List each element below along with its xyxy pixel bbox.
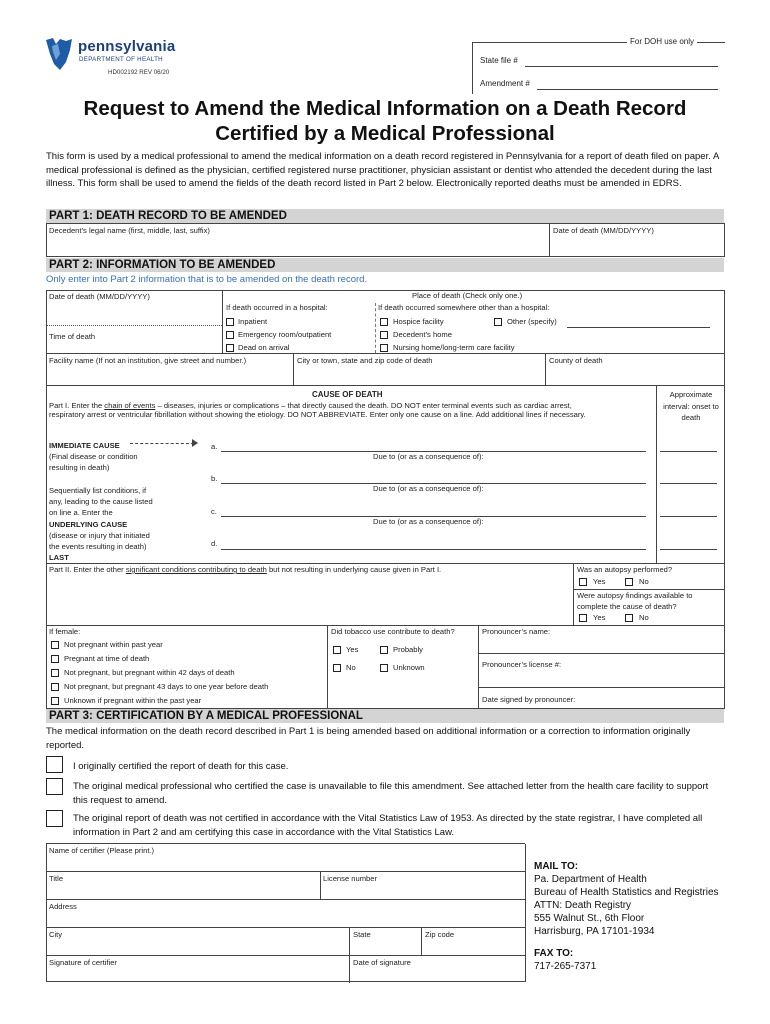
doh-use-label: For DOH use only <box>627 37 697 46</box>
arrow-icon <box>192 439 198 447</box>
tobacco-unknown-label: Unknown <box>393 663 425 672</box>
female-option-1-label: Not pregnant within past year <box>64 640 163 649</box>
place-of-death-label: Place of death (Check only one.) <box>412 291 523 300</box>
er-checkbox[interactable] <box>226 331 234 339</box>
cert-option-2-label: The original medical professional who certified the case is unavailable to file this amendment. See attached letter from the health care facility to support this request to amend. <box>73 781 709 806</box>
elsewhere-label: If death occurred somewhere other than a hospital: <box>378 303 550 312</box>
department-label: DEPARTMENT OF HEALTH <box>79 56 163 63</box>
line-b-letter: b. <box>211 474 218 483</box>
inpatient-checkbox[interactable] <box>226 318 234 326</box>
decedent-name-field[interactable]: Decedent’s legal name (first, middle, last, suffix) <box>49 226 210 235</box>
tobacco-label: Did tobacco use contribute to death? <box>331 627 455 636</box>
line-a-letter: a. <box>211 442 218 451</box>
female-option-3-label: Not pregnant, but pregnant within 42 days of death <box>64 668 235 677</box>
findings-no-checkbox[interactable] <box>625 614 633 622</box>
tobacco-no-checkbox[interactable] <box>333 664 341 672</box>
part3-heading: PART 3: CERTIFICATION BY A MEDICAL PROFESSIONAL <box>46 709 724 723</box>
cause-heading: CAUSE OF DEATH <box>312 390 383 399</box>
fax-heading: FAX TO: <box>534 948 574 959</box>
hospice-label: Hospice facility <box>393 317 444 326</box>
underlying-cause-block: Sequentially list conditions, if any, leading to the cause listed on line a. Enter the UNDERLYING CAUSE (disease or injury that initiated the events resulting in death) LAST <box>49 486 153 563</box>
page-title <box>0 96 770 146</box>
line-d-letter: d. <box>211 539 218 548</box>
female-option-5-checkbox[interactable] <box>51 697 59 705</box>
line-c-letter: c. <box>211 507 217 516</box>
interval-c-field[interactable] <box>660 516 717 517</box>
mail-to-heading: MAIL TO: <box>534 861 579 872</box>
date-of-signature-field[interactable]: Date of signature <box>353 958 411 967</box>
doh-use-box <box>472 37 725 94</box>
state-file-label: State file # <box>480 56 518 65</box>
autopsy-question: Was an autopsy performed? <box>577 565 673 574</box>
signature-field[interactable]: Signature of certifier <box>49 958 117 967</box>
er-label: Emergency room/outpatient <box>238 330 332 339</box>
amendment-label: Amendment # <box>480 79 530 88</box>
female-option-3-checkbox[interactable] <box>51 669 59 677</box>
part3-intro: The medical information on the death record described in Part 1 is being amended based on additional information or a correction to information originally reported. <box>46 726 691 751</box>
state-field[interactable]: State <box>353 930 371 939</box>
county-field[interactable]: County of death <box>549 356 603 365</box>
autopsy-no-checkbox[interactable] <box>625 578 633 586</box>
zip-code-field[interactable]: Zip code <box>425 930 455 939</box>
title-field[interactable]: Title <box>49 874 64 883</box>
part2-conditions-instructions: Part II. Enter the other significant conditions contributing to death but not resulting in underlying cause given in Part I. <box>49 565 442 574</box>
doa-label: Dead on arrival <box>238 343 290 352</box>
tobacco-unknown-checkbox[interactable] <box>380 664 388 672</box>
cert-option-3-checkbox[interactable] <box>46 810 63 827</box>
interval-label: Approximate interval: onset to death <box>663 390 719 422</box>
tobacco-yes-checkbox[interactable] <box>333 646 341 654</box>
title-line-2: Certified by a Medical Professional <box>215 122 555 145</box>
certifier-name-field[interactable]: Name of certifier (Please print.) <box>49 846 155 855</box>
female-option-4-label: Not pregnant, but pregnant 43 days to one year before death <box>64 682 269 691</box>
mail-line-4: 555 Walnut St., 6th Floor <box>534 913 645 924</box>
facility-field[interactable]: Facility name (If not an institution, give street and number.) <box>49 356 247 365</box>
female-option-1-checkbox[interactable] <box>51 641 59 649</box>
home-label: Decedent’s home <box>393 330 452 339</box>
autopsy-yes-label: Yes <box>593 577 606 586</box>
p2-dod-field[interactable]: Date of death (MM/DD/YYYY) <box>49 292 150 301</box>
logo-text: pennsylvania <box>78 38 176 55</box>
interval-b-field[interactable] <box>660 483 717 484</box>
immediate-cause-block: IMMEDIATE CAUSE (Final disease or condition resulting in death) <box>49 441 138 473</box>
date-signed-field[interactable]: Date signed by pronouncer: <box>482 695 576 704</box>
interval-a-field[interactable] <box>660 451 717 452</box>
female-option-2-checkbox[interactable] <box>51 655 59 663</box>
female-option-5-label: Unknown if pregnant within the past year <box>64 696 202 705</box>
cert-option-2-checkbox[interactable] <box>46 778 63 795</box>
female-option-4-checkbox[interactable] <box>51 683 59 691</box>
interval-d-field[interactable] <box>660 549 717 550</box>
mail-line-1: Pa. Department of Health <box>534 874 647 885</box>
home-checkbox[interactable] <box>380 331 388 339</box>
tobacco-yes-label: Yes <box>346 645 359 654</box>
female-option-2-label: Pregnant at time of death <box>64 654 150 663</box>
part2-note: Only enter into Part 2 information that is to be amended on the death record. <box>46 274 368 285</box>
part1-instructions: Part I. Enter the chain of events – diseases, injuries or complications – that directly caused the death. DO NOT enter terminal events such as cardiac arrest, respiratory arrest or ventricular fibrillation without showing the etiology. DO NOT ABBREVIATE. Enter only one cause on a line. Add additional lines if necessary. <box>49 401 586 419</box>
city-state-zip-field[interactable]: City or town, state and zip code of death <box>297 356 433 365</box>
hospital-label: If death occurred in a hospital: <box>226 303 328 312</box>
certifier-table <box>46 843 525 982</box>
fax-number: 717-265-7371 <box>534 961 597 972</box>
other-label: Other (specify) <box>507 317 557 326</box>
mail-to-block <box>534 860 734 973</box>
due-to-2: Due to (or as a consequence of): <box>373 484 484 493</box>
autopsy-no-label: No <box>639 577 649 586</box>
keystone-icon <box>44 36 74 72</box>
autopsy-findings-question: Were autopsy findings available to complete the cause of death? <box>577 591 693 611</box>
doa-checkbox[interactable] <box>226 344 234 352</box>
hospice-checkbox[interactable] <box>380 318 388 326</box>
cert-option-1-label: I originally certified the report of death for this case. <box>73 761 289 772</box>
mail-line-5: Harrisburg, PA 17101-1934 <box>534 926 655 937</box>
nursing-label: Nursing home/long-term care facility <box>393 343 515 352</box>
pronouncer-name-field[interactable]: Pronouncer’s name: <box>482 627 551 636</box>
form-id: HD002192 REV 06/20 <box>108 69 170 76</box>
autopsy-yes-checkbox[interactable] <box>579 578 587 586</box>
nursing-checkbox[interactable] <box>380 344 388 352</box>
time-of-death-field[interactable]: Time of death <box>49 332 96 341</box>
mail-line-2: Bureau of Health Statistics and Registries <box>534 887 719 898</box>
tobacco-probably-checkbox[interactable] <box>380 646 388 654</box>
cert-option-1-checkbox[interactable] <box>46 756 63 773</box>
intro-text: This form is used by a medical professional to amend the medical information on a death record registered in Pennsylvania for a report of death filed on paper. A medical professional is defined as the physician, certified registered nurse practitioner, physician assistant or dentist who attended the decedent during the last illness. This form shall be used to amend the fields of the death record listed in Part 2 below. Electronically reported deaths must be amended in EDRS. <box>46 151 719 189</box>
other-checkbox[interactable] <box>494 318 502 326</box>
findings-yes-checkbox[interactable] <box>579 614 587 622</box>
license-number-field[interactable]: License number <box>323 874 378 883</box>
female-label: If female: <box>49 627 81 636</box>
findings-yes-label: Yes <box>593 613 606 622</box>
part2-heading: PART 2: INFORMATION TO BE AMENDED <box>46 258 724 272</box>
address-field[interactable]: Address <box>49 902 77 911</box>
tobacco-no-label: No <box>346 663 356 672</box>
due-to-1: Due to (or as a consequence of): <box>373 452 484 461</box>
findings-no-label: No <box>639 613 649 622</box>
date-of-death-field[interactable]: Date of death (MM/DD/YYYY) <box>553 226 654 235</box>
tobacco-probably-label: Probably <box>393 645 423 654</box>
mail-line-3: ATTN: Death Registry <box>534 900 632 911</box>
city-field[interactable]: City <box>49 930 63 939</box>
inpatient-label: Inpatient <box>238 317 268 326</box>
pronouncer-license-field[interactable]: Pronouncer’s license #: <box>482 660 562 669</box>
part1-heading: PART 1: DEATH RECORD TO BE AMENDED <box>46 209 724 223</box>
line-d-field[interactable] <box>221 549 646 550</box>
due-to-3: Due to (or as a consequence of): <box>373 517 484 526</box>
part1-table <box>46 223 725 257</box>
cert-option-3-label: The original report of death was not certified in accordance with the Vital Statistics Law of 1953. As directed by the state registrar, I have completed all information in Part 2 and am certifying this case in accordance with the Vital Statistics Law. <box>73 813 703 838</box>
title-line-1: Request to Amend the Medical Information on a Death Record <box>83 97 687 120</box>
part2-table <box>46 290 725 709</box>
